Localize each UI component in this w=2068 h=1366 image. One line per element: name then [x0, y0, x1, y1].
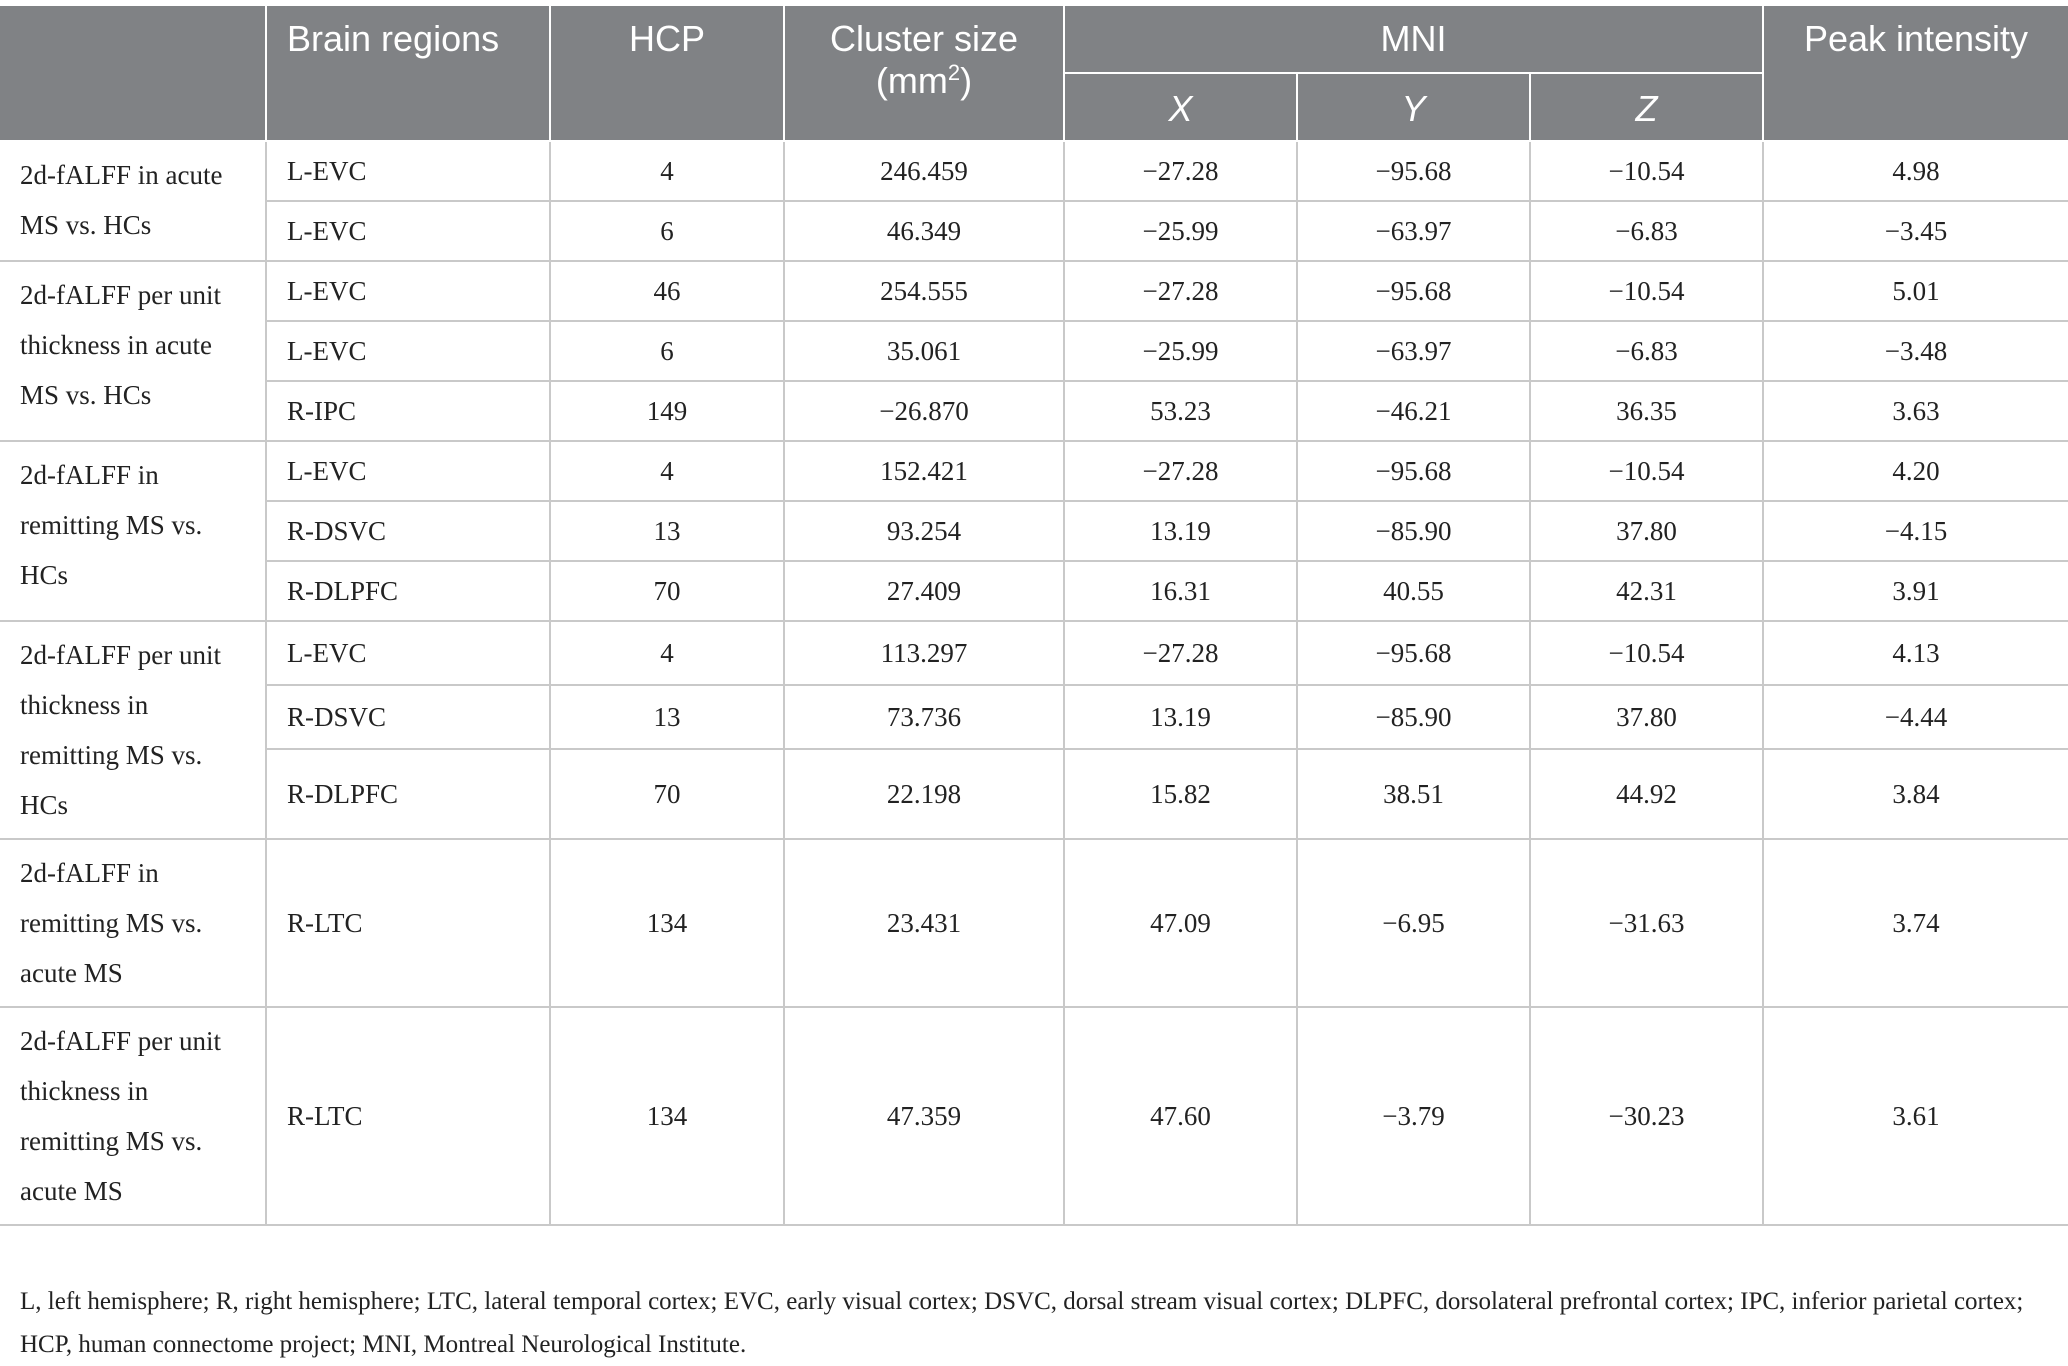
brain-region-cell: R-DSVC	[266, 501, 550, 561]
mni-z-cell: −10.54	[1530, 261, 1763, 321]
mni-x-cell: 15.82	[1064, 749, 1297, 839]
brain-region-cell: L-EVC	[266, 621, 550, 685]
mni-z-cell: 37.80	[1530, 501, 1763, 561]
hcp-cell: 6	[550, 201, 784, 261]
header-mni-x: X	[1064, 73, 1297, 141]
table-row	[0, 685, 2068, 749]
table-body	[0, 141, 2068, 1225]
hcp-cell: 70	[550, 561, 784, 621]
brain-region-cell: R-DLPFC	[266, 561, 550, 621]
header-hcp: HCP	[550, 5, 784, 141]
hcp-cell: 6	[550, 321, 784, 381]
brain-region-cell: L-EVC	[266, 321, 550, 381]
table-row	[0, 261, 2068, 321]
mni-x-cell: 13.19	[1064, 501, 1297, 561]
mni-x-cell: −27.28	[1064, 441, 1297, 501]
peak-intensity-cell: 5.01	[1763, 261, 2068, 321]
table-row	[0, 201, 2068, 261]
cluster-size-cell: 35.061	[784, 321, 1064, 381]
cluster-size-label: Cluster size	[829, 18, 1019, 59]
brain-region-cell: L-EVC	[266, 201, 550, 261]
comparison-group-label: 2d-fALFF per unit thickness in remitting MS vs. HCs	[0, 621, 266, 839]
mni-y-cell: −85.90	[1297, 501, 1530, 561]
mni-y-cell: −3.79	[1297, 1007, 1530, 1225]
mni-z-cell: −10.54	[1530, 621, 1763, 685]
header-mni-z: Z	[1530, 73, 1763, 141]
mni-z-cell: −6.83	[1530, 321, 1763, 381]
table-footnote: L, left hemisphere; R, right hemisphere; LTC, lateral temporal cortex; EVC, early visual cortex; DSVC, dorsal stream visual cortex; DLPFC, dorsolateral prefrontal cortex; IPC, inferior parietal cortex; HCP, human connectome project; MNI, Montreal Neurological Institute.	[20, 1288, 2024, 1358]
hcp-cell: 70	[550, 749, 784, 839]
comparison-group-label: 2d-fALFF per unit thickness in remitting MS vs. acute MS	[0, 1007, 266, 1225]
table-row	[0, 1007, 2068, 1225]
table-row	[0, 621, 2068, 685]
cluster-size-cell: 152.421	[784, 441, 1064, 501]
peak-intensity-cell: 4.98	[1763, 141, 2068, 201]
mni-y-cell: −95.68	[1297, 141, 1530, 201]
hcp-cell: 4	[550, 141, 784, 201]
hcp-cell: 13	[550, 685, 784, 749]
comparison-group-label: 2d-fALFF in acute MS vs. HCs	[0, 141, 266, 261]
peak-intensity-cell: −4.15	[1763, 501, 2068, 561]
header-peak-intensity: Peak intensity	[1763, 5, 2068, 141]
table-row	[0, 441, 2068, 501]
mni-z-cell: −6.83	[1530, 201, 1763, 261]
cluster-size-cell: 254.555	[784, 261, 1064, 321]
cluster-size-cell: 93.254	[784, 501, 1064, 561]
header-mni-y: Y	[1297, 73, 1530, 141]
brain-region-cell: L-EVC	[266, 441, 550, 501]
mni-z-cell: 36.35	[1530, 381, 1763, 441]
brain-region-cell: R-DSVC	[266, 685, 550, 749]
table-row	[0, 141, 2068, 201]
table-row	[0, 501, 2068, 561]
mni-y-cell: −63.97	[1297, 321, 1530, 381]
brain-region-cell: R-DLPFC	[266, 749, 550, 839]
hcp-cell: 13	[550, 501, 784, 561]
cluster-size-cell: 23.431	[784, 839, 1064, 1007]
cluster-size-cell: 46.349	[784, 201, 1064, 261]
mni-y-cell: −46.21	[1297, 381, 1530, 441]
header-mni: MNI	[1064, 5, 1763, 73]
mni-z-cell: −10.54	[1530, 441, 1763, 501]
mni-y-cell: −95.68	[1297, 621, 1530, 685]
cluster-unit-close: )	[960, 60, 973, 101]
mni-x-cell: 16.31	[1064, 561, 1297, 621]
header-cluster-size	[784, 5, 1064, 141]
comparison-group-label: 2d-fALFF in remitting MS vs. acute MS	[0, 839, 266, 1007]
mni-y-cell: −85.90	[1297, 685, 1530, 749]
table-row	[0, 381, 2068, 441]
header-group-blank	[0, 5, 266, 141]
peak-intensity-cell: 3.74	[1763, 839, 2068, 1007]
hcp-cell: 149	[550, 381, 784, 441]
mni-z-cell: 42.31	[1530, 561, 1763, 621]
mni-x-cell: −25.99	[1064, 321, 1297, 381]
mni-x-cell: −27.28	[1064, 621, 1297, 685]
brain-region-cell: R-IPC	[266, 381, 550, 441]
mni-z-cell: −30.23	[1530, 1007, 1763, 1225]
mni-y-cell: 38.51	[1297, 749, 1530, 839]
peak-intensity-cell: 3.61	[1763, 1007, 2068, 1225]
brain-region-cell: R-LTC	[266, 839, 550, 1007]
mni-x-cell: 53.23	[1064, 381, 1297, 441]
cluster-size-cell: −26.870	[784, 381, 1064, 441]
mni-x-cell: −27.28	[1064, 141, 1297, 201]
cluster-size-cell: 27.409	[784, 561, 1064, 621]
table-header	[0, 5, 2068, 141]
comparison-group-label: 2d-fALFF in remitting MS vs. HCs	[0, 441, 266, 621]
hcp-cell: 134	[550, 839, 784, 1007]
cluster-size-cell: 246.459	[784, 141, 1064, 201]
peak-intensity-cell: 4.13	[1763, 621, 2068, 685]
mni-y-cell: 40.55	[1297, 561, 1530, 621]
mni-x-cell: −27.28	[1064, 261, 1297, 321]
brain-region-cell: R-LTC	[266, 1007, 550, 1225]
cluster-size-cell: 113.297	[784, 621, 1064, 685]
mni-y-cell: −95.68	[1297, 261, 1530, 321]
hcp-cell: 46	[550, 261, 784, 321]
brain-region-cell: L-EVC	[266, 141, 550, 201]
mni-x-cell: −25.99	[1064, 201, 1297, 261]
brain-region-cell: L-EVC	[266, 261, 550, 321]
cluster-size-cell: 73.736	[784, 685, 1064, 749]
results-table-container	[0, 4, 2068, 1226]
cluster-unit-sup: 2	[947, 60, 961, 85]
peak-intensity-cell: 3.63	[1763, 381, 2068, 441]
table-row	[0, 749, 2068, 839]
table-row	[0, 561, 2068, 621]
mni-z-cell: 44.92	[1530, 749, 1763, 839]
mni-y-cell: −6.95	[1297, 839, 1530, 1007]
cluster-size-cell: 47.359	[784, 1007, 1064, 1225]
hcp-cell: 4	[550, 621, 784, 685]
mni-x-cell: 47.60	[1064, 1007, 1297, 1225]
peak-intensity-cell: −3.48	[1763, 321, 2068, 381]
peak-intensity-cell: 3.91	[1763, 561, 2068, 621]
mni-x-cell: 47.09	[1064, 839, 1297, 1007]
cluster-unit-base: (mm	[875, 60, 948, 101]
peak-intensity-cell: −3.45	[1763, 201, 2068, 261]
hcp-cell: 134	[550, 1007, 784, 1225]
table-row	[0, 839, 2068, 1007]
peak-intensity-cell: 3.84	[1763, 749, 2068, 839]
results-table	[0, 4, 2068, 1226]
peak-intensity-cell: −4.44	[1763, 685, 2068, 749]
header-brain-regions: Brain regions	[266, 5, 550, 141]
cluster-size-cell: 22.198	[784, 749, 1064, 839]
mni-z-cell: 37.80	[1530, 685, 1763, 749]
table-row	[0, 321, 2068, 381]
hcp-cell: 4	[550, 441, 784, 501]
comparison-group-label: 2d-fALFF per unit thickness in acute MS vs. HCs	[0, 261, 266, 441]
mni-z-cell: −10.54	[1530, 141, 1763, 201]
mni-x-cell: 13.19	[1064, 685, 1297, 749]
mni-y-cell: −95.68	[1297, 441, 1530, 501]
mni-z-cell: −31.63	[1530, 839, 1763, 1007]
mni-y-cell: −63.97	[1297, 201, 1530, 261]
peak-intensity-cell: 4.20	[1763, 441, 2068, 501]
